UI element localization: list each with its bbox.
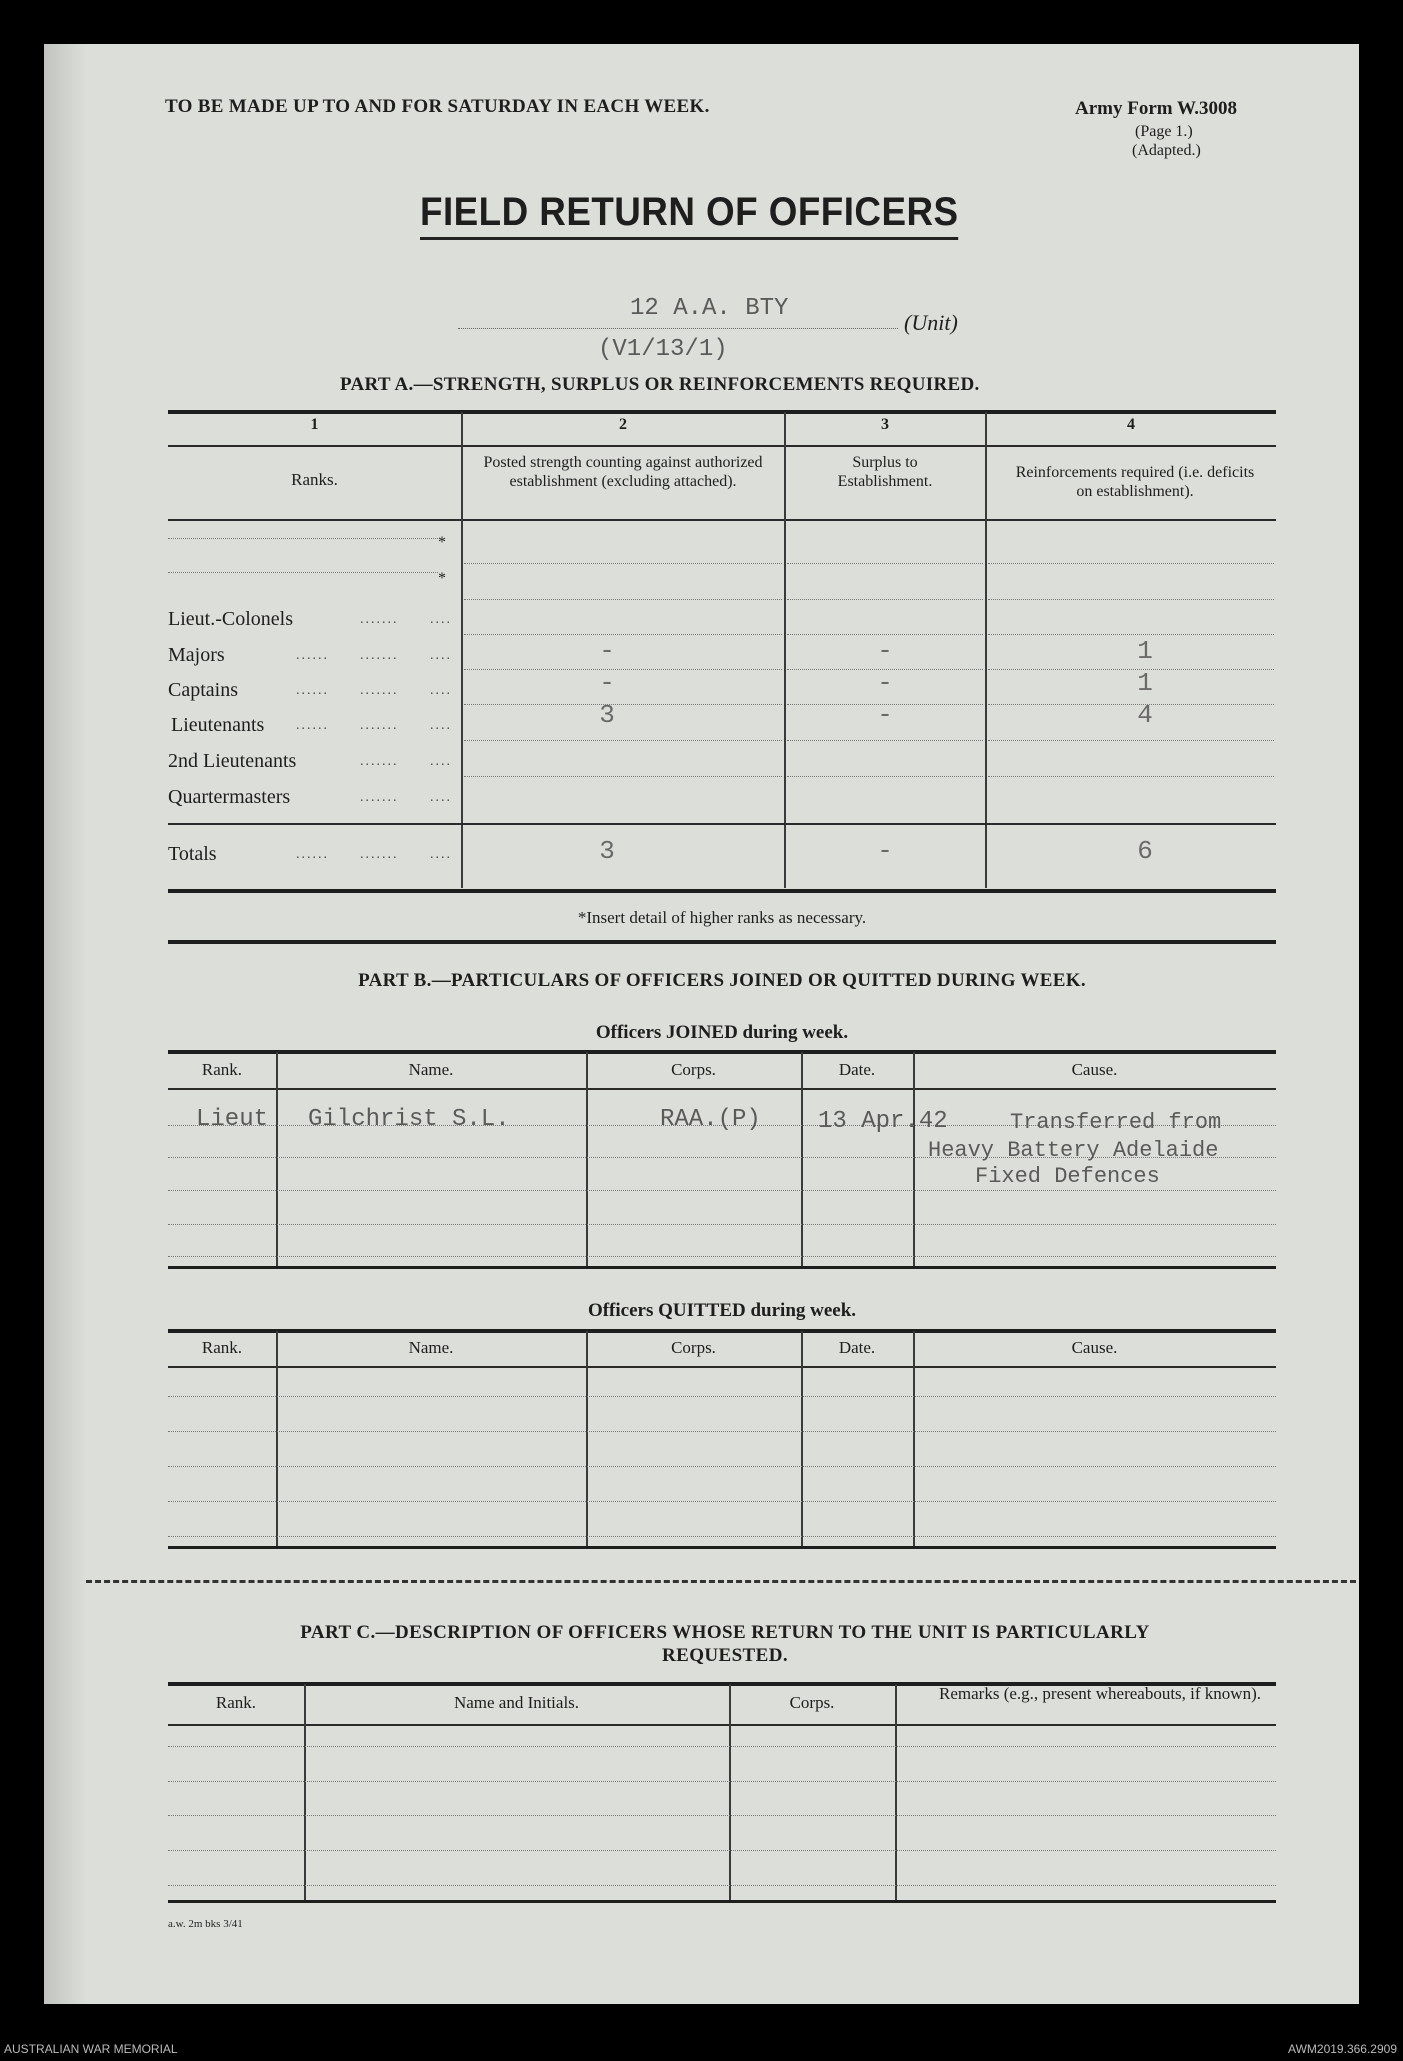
joined-cause-line: Fixed Defences xyxy=(975,1164,1160,1189)
joined-col-date: Date. xyxy=(838,1060,876,1079)
part-c-row-dots xyxy=(168,1815,1276,1816)
quitted-row-dots xyxy=(168,1536,1276,1537)
joined-col-divider xyxy=(913,1052,915,1268)
part-c-col-rank: Rank. xyxy=(215,1693,257,1712)
quitted-col-divider xyxy=(276,1331,278,1548)
quitted-row-dots xyxy=(168,1431,1276,1432)
leader-dots: ....... xyxy=(360,790,399,805)
totals-label: Totals xyxy=(168,843,217,865)
printer-mark: a.w. 2m bks 3/41 xyxy=(168,1918,243,1930)
paper-shadow xyxy=(44,44,86,2004)
quitted-top-rule xyxy=(168,1329,1276,1333)
row-dots xyxy=(787,599,983,600)
joined-col-rank: Rank. xyxy=(201,1060,243,1079)
row-dots xyxy=(988,634,1274,635)
part-c-col-divider xyxy=(304,1684,306,1902)
leader-dots: ...... xyxy=(296,683,329,698)
star-row-dots xyxy=(168,538,438,539)
leader-dots: ....... xyxy=(360,612,399,627)
surplus-value: - xyxy=(877,636,893,666)
row-dots xyxy=(988,599,1274,600)
totals-reinf: 6 xyxy=(1137,836,1153,866)
rank-label: Lieutenants xyxy=(171,714,265,736)
quitted-col-rank: Rank. xyxy=(201,1338,243,1357)
row-dots xyxy=(787,634,983,635)
reinf-value: 1 xyxy=(1137,668,1153,698)
col-number-2: 2 xyxy=(619,416,627,433)
row-dots xyxy=(464,563,782,564)
col-number-4: 4 xyxy=(1127,416,1135,433)
part-c-col-divider xyxy=(729,1684,731,1902)
part-c-heading: PART C.—DESCRIPTION OF OFFICERS WHOSE RETURN TO THE UNIT IS PARTICULARLY xyxy=(300,1622,1150,1643)
part-c-header-rule xyxy=(168,1724,1276,1726)
joined-col-name: Name. xyxy=(408,1060,454,1079)
part-c-col-corps: Corps. xyxy=(789,1693,835,1712)
joined-row-dots xyxy=(168,1256,1276,1257)
reinf-value: 4 xyxy=(1137,700,1153,730)
row-dots xyxy=(787,776,983,777)
instruction-text: TO BE MADE UP TO AND FOR SATURDAY IN EACH WEEK. xyxy=(165,96,710,117)
leader-dots: .... xyxy=(430,847,452,862)
perforation-line xyxy=(86,1580,1356,1583)
part-c-col-remarks: Remarks (e.g., present whereabouts, if known). xyxy=(939,1684,1261,1703)
form-page: (Page 1.) xyxy=(1135,123,1193,140)
part-c-row-dots xyxy=(168,1885,1276,1886)
col-number-1: 1 xyxy=(310,416,319,433)
quitted-bottom-rule xyxy=(168,1546,1276,1549)
unit-label: (Unit) xyxy=(904,310,958,335)
surplus-value: - xyxy=(877,668,893,698)
row-dots xyxy=(787,740,983,741)
quitted-col-divider xyxy=(586,1331,588,1548)
part-c-row-dots xyxy=(168,1850,1276,1851)
rank-label: Majors xyxy=(168,644,225,666)
row-dots xyxy=(988,563,1274,564)
col-header-ranks: Ranks. xyxy=(291,470,338,489)
leader-dots: .... xyxy=(430,648,452,663)
part-a-top-rule xyxy=(168,410,1276,414)
joined-row-dots xyxy=(168,1190,1276,1191)
part-a-heading: PART A.—STRENGTH, SURPLUS OR REINFORCEMENTS REQUIRED. xyxy=(340,374,980,395)
joined-cause-line: Heavy Battery Adelaide xyxy=(928,1138,1219,1163)
unit-value: 12 A.A. BTY xyxy=(630,295,789,322)
part-b-heading: PART B.—PARTICULARS OF OFFICERS JOINED OR QUITTED DURING WEEK. xyxy=(358,970,1086,991)
part-c-col-divider xyxy=(895,1684,897,1902)
part-c-row-dots xyxy=(168,1746,1276,1747)
quitted-header-rule xyxy=(168,1366,1276,1368)
leader-dots: .... xyxy=(430,683,452,698)
posted-value: - xyxy=(599,636,615,666)
leader-dots: .... xyxy=(430,718,452,733)
row-dots xyxy=(988,740,1274,741)
row-dots xyxy=(464,634,782,635)
part-c-bottom-rule xyxy=(168,1900,1276,1903)
leader-dots: ....... xyxy=(360,648,399,663)
quitted-title: Officers QUITTED during week. xyxy=(587,1300,857,1321)
quitted-row-dots xyxy=(168,1466,1276,1467)
part-a-footnote-rule xyxy=(168,940,1276,944)
star-mark: * xyxy=(438,570,446,587)
joined-rank-value: Lieut xyxy=(196,1106,269,1133)
col-header-reinforcements: Reinforcements required (i.e. deficits on establishment). xyxy=(1015,464,1255,500)
posted-value: - xyxy=(599,668,615,698)
leader-dots: ....... xyxy=(360,683,399,698)
page-title: FIELD RETURN OF OFFICERS xyxy=(420,190,959,240)
joined-title: Officers JOINED during week. xyxy=(595,1022,849,1043)
part-c-col-name: Name and Initials. xyxy=(453,1693,580,1712)
joined-date-value: 13 Apr.42 xyxy=(818,1108,948,1135)
row-dots xyxy=(464,740,782,741)
rank-label: 2nd Lieutenants xyxy=(168,750,297,772)
joined-col-divider xyxy=(801,1052,803,1268)
leader-dots: ....... xyxy=(360,718,399,733)
quitted-row-dots xyxy=(168,1501,1276,1502)
part-a-col-divider xyxy=(985,412,987,888)
quitted-col-date: Date. xyxy=(838,1338,876,1357)
part-c-row-dots xyxy=(168,1781,1276,1782)
quitted-col-name: Name. xyxy=(408,1338,454,1357)
leader-dots: .... xyxy=(430,612,452,627)
footer-accession: AWM2019.366.2909 xyxy=(1288,2042,1397,2056)
joined-col-divider xyxy=(586,1052,588,1268)
part-a-bottom-rule xyxy=(168,889,1276,893)
col-number-3: 3 xyxy=(881,416,889,433)
row-dots xyxy=(464,599,782,600)
leader-dots: ...... xyxy=(296,847,329,862)
joined-row-dots xyxy=(168,1224,1276,1225)
joined-header-rule xyxy=(168,1088,1276,1090)
reinf-value: 1 xyxy=(1137,636,1153,666)
joined-top-rule xyxy=(168,1050,1276,1054)
joined-bottom-rule xyxy=(168,1266,1276,1269)
quitted-row-dots xyxy=(168,1396,1276,1397)
leader-dots: ...... xyxy=(296,718,329,733)
star-row-dots xyxy=(168,572,438,573)
rank-label: Captains xyxy=(168,679,238,701)
quitted-col-corps: Corps. xyxy=(671,1338,716,1357)
surplus-value: - xyxy=(877,700,893,730)
row-dots xyxy=(787,563,983,564)
leader-dots: .... xyxy=(430,790,452,805)
leader-dots: ...... xyxy=(296,648,329,663)
leader-dots: ....... xyxy=(360,847,399,862)
part-a-header-rule xyxy=(168,519,1276,521)
col-header-surplus: Surplus to Establishment. xyxy=(837,454,933,490)
quitted-col-cause: Cause. xyxy=(1071,1338,1118,1357)
totals-posted: 3 xyxy=(599,836,615,866)
row-dots xyxy=(988,776,1274,777)
joined-name-value: Gilchrist S.L. xyxy=(308,1106,510,1133)
quitted-col-divider xyxy=(913,1331,915,1548)
joined-col-cause: Cause. xyxy=(1071,1060,1118,1079)
col-header-posted: Posted strength counting against authorized establishment (excluding attached). xyxy=(483,454,763,490)
row-dots xyxy=(464,776,782,777)
part-a-footnote: *Insert detail of higher ranks as necessary. xyxy=(577,908,867,927)
joined-col-corps: Corps. xyxy=(671,1060,716,1079)
part-a-num-rule xyxy=(168,445,1276,447)
joined-col-divider xyxy=(276,1052,278,1268)
totals-surplus: - xyxy=(877,836,893,866)
rank-label: Quartermasters xyxy=(168,786,291,808)
quitted-col-divider xyxy=(801,1331,803,1548)
form-adapted: (Adapted.) xyxy=(1132,142,1201,159)
totals-rule xyxy=(168,823,1276,825)
form-number: Army Form W.3008 xyxy=(1075,98,1238,119)
star-mark: * xyxy=(438,534,446,551)
rank-label: Lieut.-Colonels xyxy=(168,608,293,630)
unit-reference: (V1/13/1) xyxy=(598,336,728,363)
leader-dots: ....... xyxy=(360,754,399,769)
unit-dotline xyxy=(458,328,898,329)
leader-dots: .... xyxy=(430,754,452,769)
joined-cause-line: Transferred from xyxy=(1010,1110,1222,1135)
footer-institution: AUSTRALIAN WAR MEMORIAL xyxy=(4,2042,178,2056)
part-c-heading-2: REQUESTED. xyxy=(662,1645,788,1666)
posted-value: 3 xyxy=(599,700,615,730)
joined-corps-value: RAA.(P) xyxy=(660,1106,761,1133)
